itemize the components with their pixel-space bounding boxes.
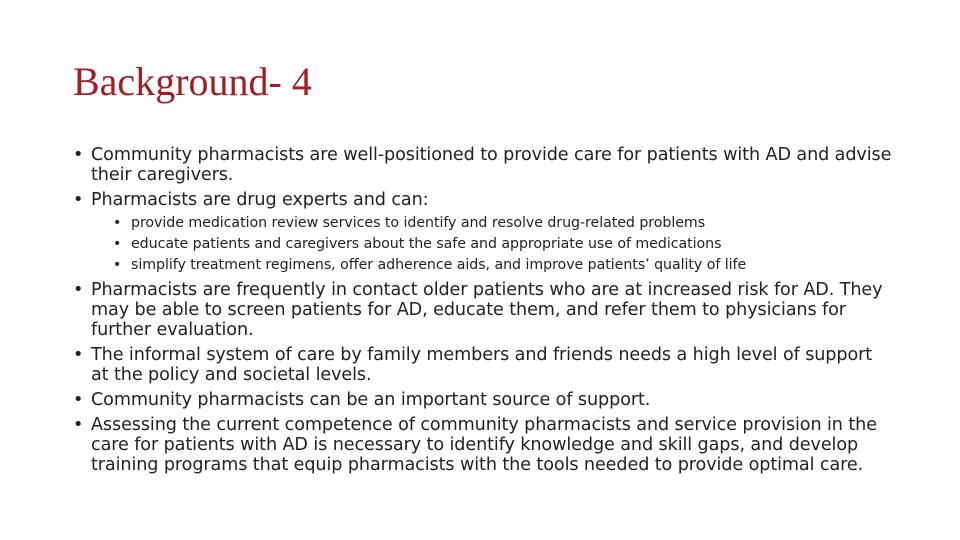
bullet-dot-icon: •	[73, 145, 84, 165]
slide-body	[73, 145, 893, 475]
bullet-item	[73, 390, 893, 410]
bullet-text: Community pharmacists are well-positioned to provide care for patients with AD and advise their caregivers.	[91, 145, 892, 185]
bullet-text: Pharmacists are drug experts and can:	[91, 190, 429, 210]
bullet-dot-icon: •	[113, 215, 122, 231]
slide-title: Background- 4	[73, 59, 312, 104]
sub-bullet-list	[91, 213, 893, 276]
bullet-dot-icon: •	[73, 190, 84, 210]
bullet-item	[73, 190, 893, 276]
sub-bullet-item	[91, 255, 893, 276]
bullet-item	[73, 345, 893, 385]
bullet-dot-icon: •	[73, 345, 84, 365]
bullet-item	[73, 280, 893, 340]
sub-bullet-text: provide medication review services to identify and resolve drug-related problems	[131, 215, 706, 231]
sub-bullet-text: educate patients and caregivers about the safe and appropriate use of medications	[131, 236, 722, 252]
sub-bullet-item	[91, 213, 893, 234]
bullet-dot-icon: •	[73, 280, 84, 300]
bullet-dot-icon: •	[73, 415, 84, 435]
bullet-dot-icon: •	[113, 236, 122, 252]
bullet-list	[73, 145, 893, 475]
bullet-text: Pharmacists are frequently in contact older patients who are at increased risk for AD. They may be able to screen patients for AD, educate them, and refer them to physicians for further evaluation.	[91, 280, 883, 340]
bullet-text: Assessing the current competence of community pharmacists and service provision in the care for patients with AD is necessary to identify knowledge and skill gaps, and develop training programs that equip pharmacists with the tools needed to provide optimal care.	[91, 415, 877, 475]
bullet-item	[73, 415, 893, 475]
bullet-dot-icon: •	[73, 390, 84, 410]
sub-bullet-text: simplify treatment regimens, offer adherence aids, and improve patients’ quality of life	[131, 257, 747, 273]
bullet-item	[73, 145, 893, 185]
bullet-dot-icon: •	[113, 257, 122, 273]
sub-bullet-item	[91, 234, 893, 255]
bullet-text: Community pharmacists can be an important source of support.	[91, 390, 651, 410]
bullet-text: The informal system of care by family members and friends needs a high level of support at the policy and societal levels.	[91, 345, 873, 385]
